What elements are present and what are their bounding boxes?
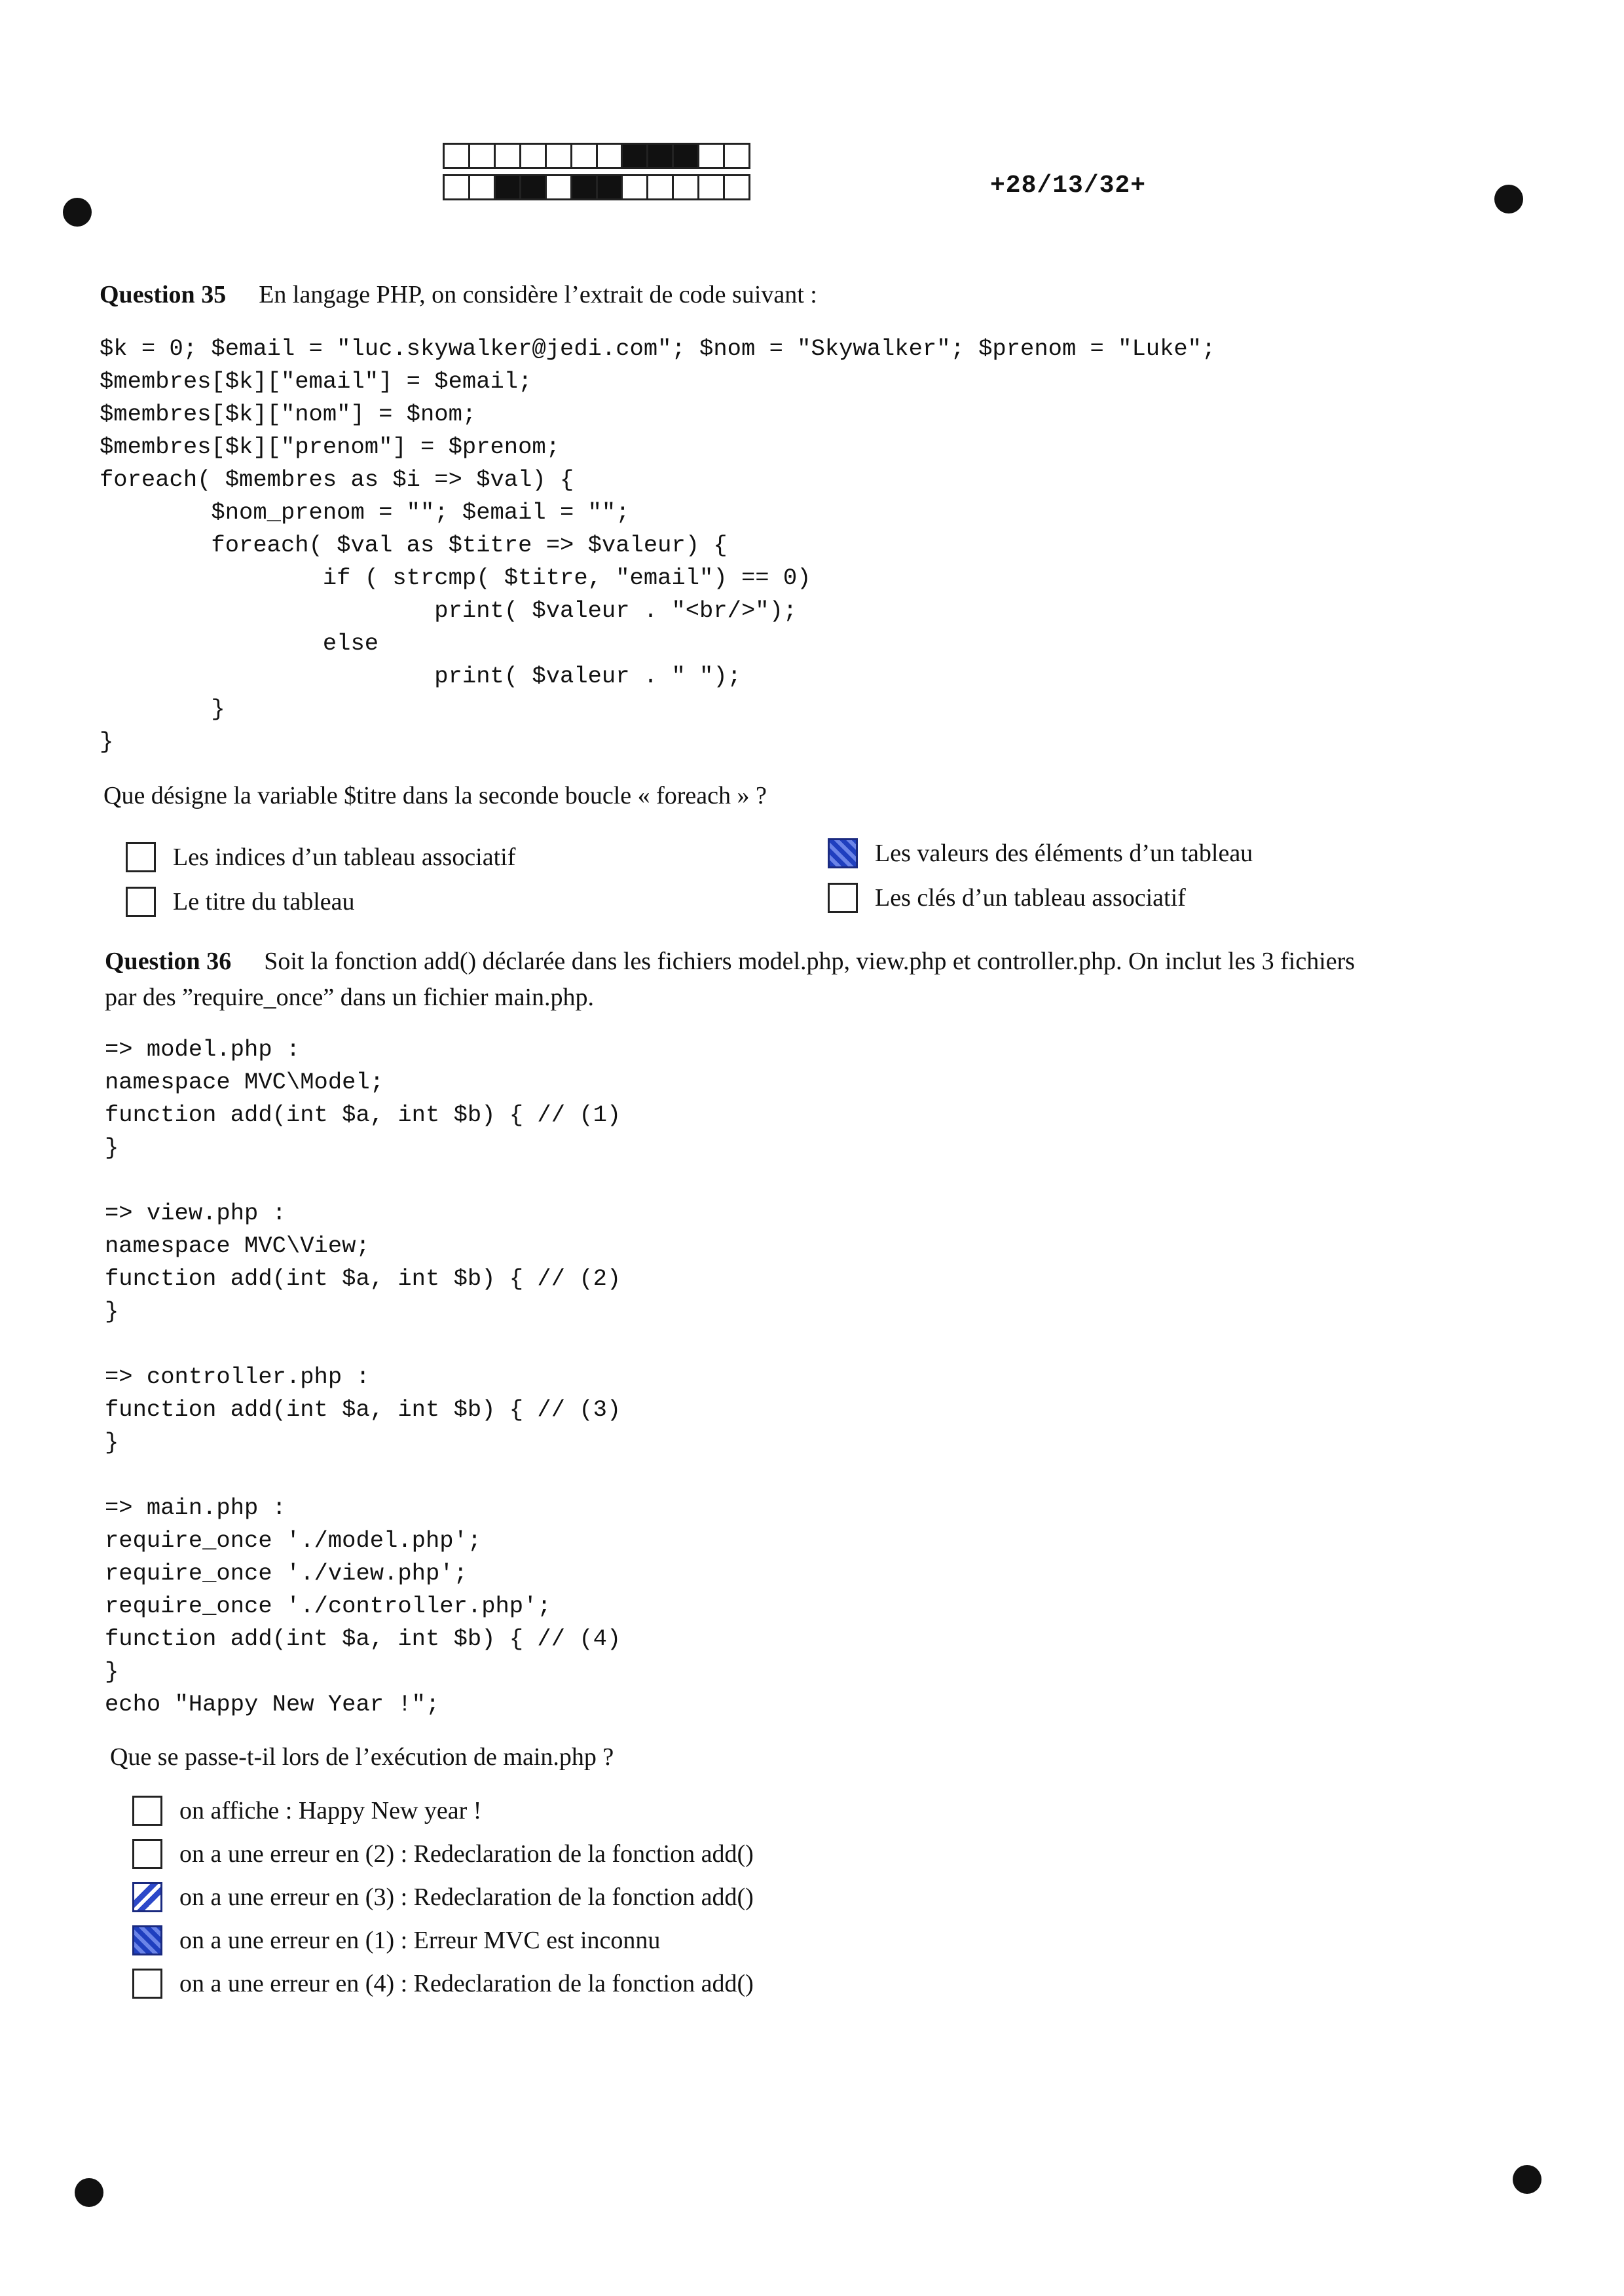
- q35-option-2-checkbox[interactable]: [126, 887, 156, 917]
- barcode-cell: [572, 145, 598, 167]
- barcode-cell: [623, 176, 648, 198]
- q36-option-1-checkbox[interactable]: [132, 1796, 162, 1826]
- q36-option-1[interactable]: [132, 1796, 481, 1826]
- barcode-cell: [470, 145, 496, 167]
- q35-option-4-label: Les clés d’un tableau associatif: [875, 884, 1186, 912]
- barcode-cell: [572, 176, 598, 198]
- q36-option-3[interactable]: [132, 1882, 754, 1912]
- question-36-number: Question 36: [105, 948, 232, 975]
- barcode-cell: [547, 176, 572, 198]
- q36-option-2[interactable]: [132, 1839, 754, 1869]
- barcode-cell: [648, 176, 674, 198]
- barcode-cell: [470, 176, 496, 198]
- barcode-cell: [496, 145, 521, 167]
- barcode-cell: [521, 176, 547, 198]
- barcode-cell: [725, 176, 748, 198]
- barcode-cell: [521, 145, 547, 167]
- q35-option-2[interactable]: [126, 887, 355, 917]
- q36-option-4-checkbox[interactable]: [132, 1925, 162, 1955]
- barcode-cell: [623, 145, 648, 167]
- q35-option-4-checkbox[interactable]: [828, 883, 858, 913]
- question-35-prompt: Que désigne la variable $titre dans la seconde boucle « foreach » ?: [103, 782, 767, 809]
- q36-option-5[interactable]: [132, 1969, 754, 1999]
- q36-option-3-label: on a une erreur en (3) : Redeclaration de la fonction add(): [179, 1883, 754, 1911]
- question-36-intro-line-1: Soit la fonction add() déclarée dans les fichiers model.php, view.php et controller.php. On inclut les 3 fichiers: [264, 948, 1356, 975]
- barcode-cell: [699, 145, 725, 167]
- q36-option-4-label: on a une erreur en (1) : Erreur MVC est inconnu: [179, 1927, 661, 1954]
- barcode-row-1: [443, 143, 750, 169]
- barcode-cell: [725, 145, 748, 167]
- sheet-code: +28/13/32+: [990, 172, 1147, 200]
- q36-option-5-checkbox[interactable]: [132, 1969, 162, 1999]
- registration-mark-bottom-right: [1513, 2165, 1541, 2194]
- q35-option-3[interactable]: [828, 838, 1253, 868]
- registration-mark-top-right: [1494, 185, 1523, 213]
- barcode-cell: [598, 145, 623, 167]
- barcode-cell: [648, 145, 674, 167]
- question-35-number: Question 35: [100, 281, 227, 308]
- barcode-cell: [547, 145, 572, 167]
- q35-option-1[interactable]: [126, 842, 515, 872]
- q36-option-5-label: on a une erreur en (4) : Redeclaration de la fonction add(): [179, 1970, 754, 1997]
- barcode-row-2: [443, 174, 750, 200]
- q36-option-3-checkbox[interactable]: [132, 1882, 162, 1912]
- q36-option-2-checkbox[interactable]: [132, 1839, 162, 1869]
- barcode-cell: [674, 176, 699, 198]
- question-35-code: $k = 0; $email = "luc.skywalker@jedi.com"; $nom = "Skywalker"; $prenom = "Luke"; $membres[$k]["email"] = $email; $membres[$k]["nom"] = $nom; $membres[$k]["prenom"] = $prenom; foreach( $membres as $i => $val) { $nom_prenom = ""; $email = ""; foreach( $val as $titre => $valeur) { if ( strcmp( $titre, "email") == 0) print( $valeur . "<br/>"); else print( $valeur . " "); } }: [100, 335, 1216, 755]
- q35-option-1-checkbox[interactable]: [126, 842, 156, 872]
- question-35-heading: [100, 280, 817, 309]
- q35-option-2-label: Le titre du tableau: [173, 888, 355, 916]
- question-36-code: => model.php : namespace MVC\Model; function add(int $a, int $b) { // (1) } => view.php : namespace MVC\View; function add(int $a, int $b) { // (2) } => controller.php : function add(int $a, int $b) { // (3) } => main.php : require_once './model.php'; require_once './view.php'; require_once './controller.php'; function add(int $a, int $b) { // (4) } echo "Happy New Year !";: [105, 1036, 621, 1718]
- registration-mark-bottom-left: [75, 2178, 103, 2207]
- barcode-cell: [496, 176, 521, 198]
- barcode-cell: [674, 145, 699, 167]
- barcode-cell: [445, 145, 470, 167]
- barcode-cell: [598, 176, 623, 198]
- q35-option-3-checkbox[interactable]: [828, 838, 858, 868]
- question-35-intro: En langage PHP, on considère l’extrait de code suivant :: [259, 281, 817, 308]
- question-36-heading: [105, 947, 1355, 976]
- q36-option-1-label: on affiche : Happy New year !: [179, 1797, 482, 1824]
- q35-option-3-label: Les valeurs des éléments d’un tableau: [875, 840, 1253, 867]
- q36-option-2-label: on a une erreur en (2) : Redeclaration de la fonction add(): [179, 1840, 754, 1868]
- question-36-prompt: Que se passe-t-il lors de l’exécution de main.php ?: [110, 1743, 614, 1771]
- q35-option-1-label: Les indices d’un tableau associatif: [173, 843, 516, 871]
- barcode-cell: [445, 176, 470, 198]
- registration-mark-top-left: [63, 198, 92, 227]
- question-36-intro-line-2: par des ”require_once” dans un fichier main.php.: [105, 984, 595, 1011]
- q35-option-4[interactable]: [828, 883, 1186, 913]
- barcode-cell: [699, 176, 725, 198]
- q36-option-4[interactable]: [132, 1925, 660, 1955]
